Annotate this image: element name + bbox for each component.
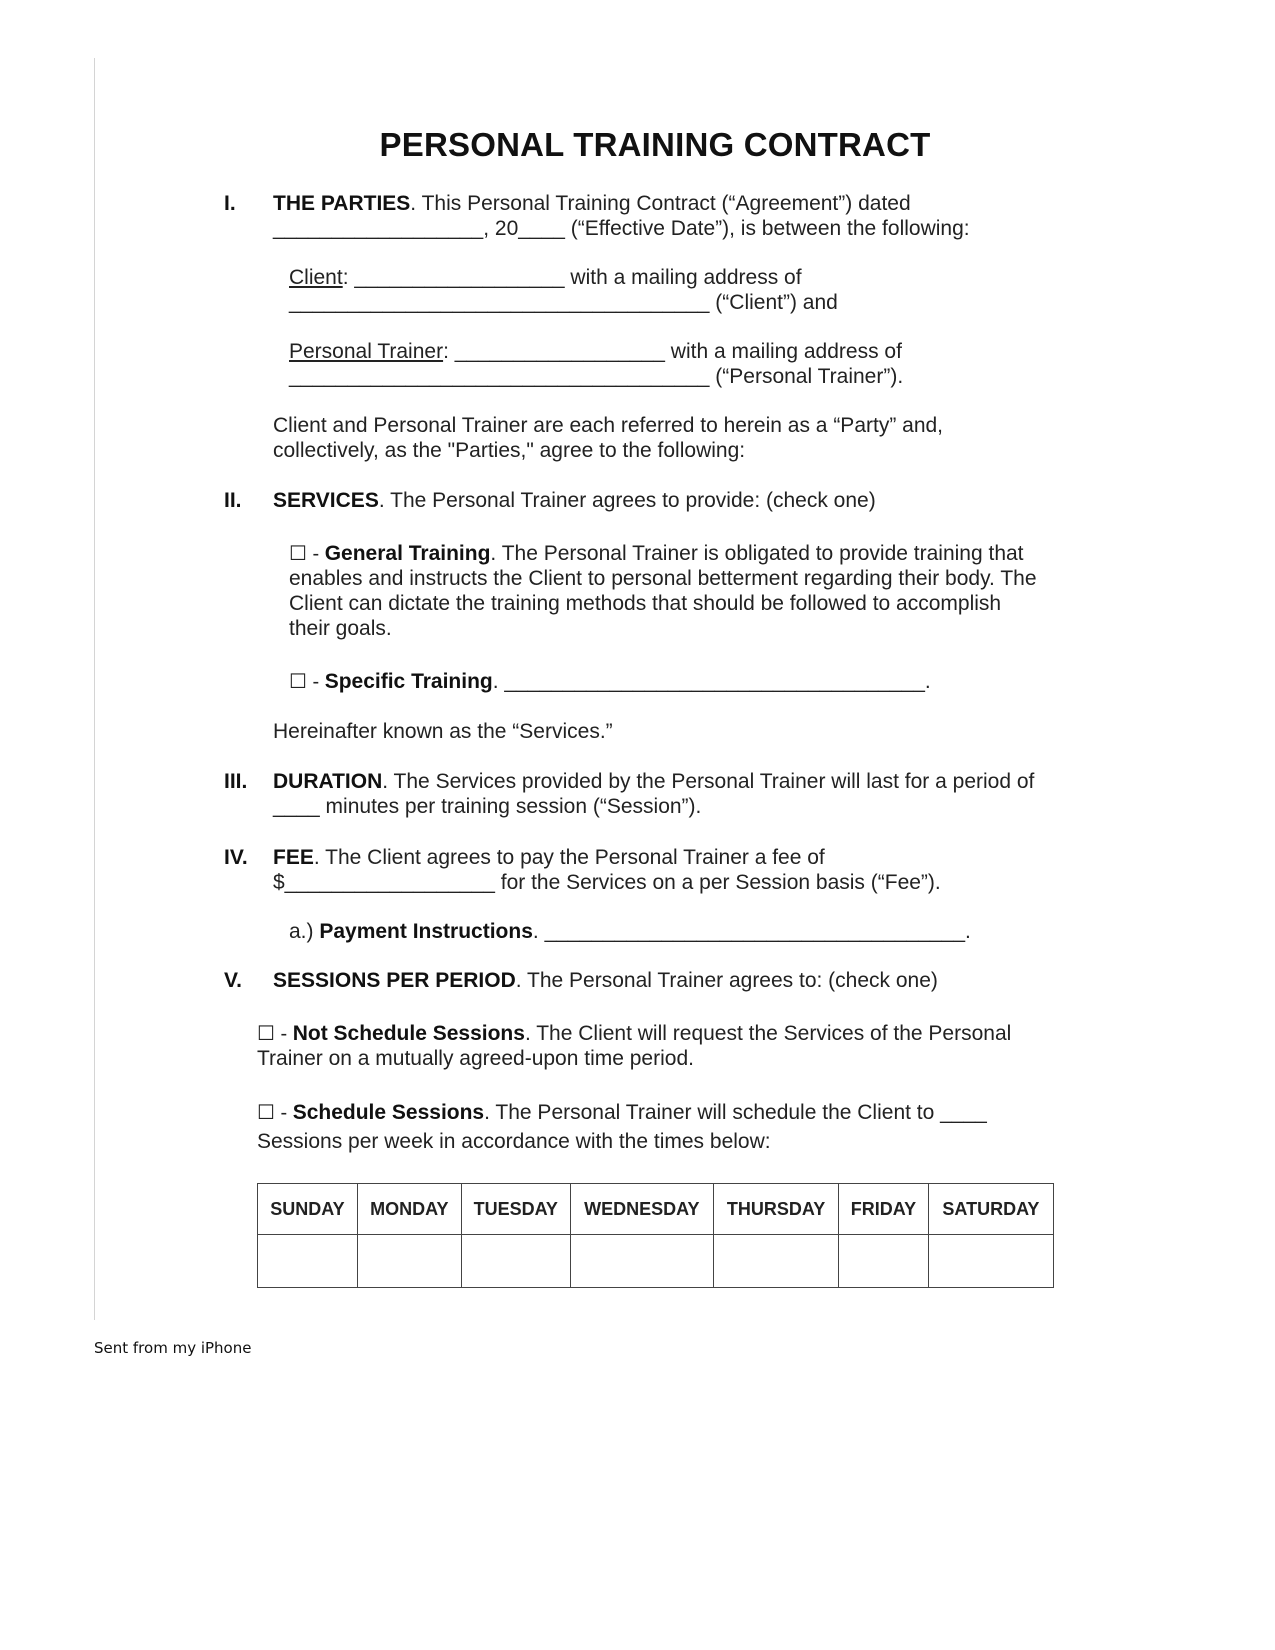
general-training-heading: General Training bbox=[324, 542, 491, 565]
schedule-time-cell[interactable] bbox=[357, 1235, 461, 1288]
schedule-day-header: WEDNESDAY bbox=[570, 1184, 713, 1235]
section-5-number: V. bbox=[224, 969, 242, 992]
section-4-line-2: $__________________ for the Services on a per Session basis (“Fee”). bbox=[273, 871, 941, 894]
section-4-heading: FEE bbox=[273, 846, 314, 869]
general-training-line-2: enables and instructs the Client to personal betterment regarding their body. The bbox=[289, 567, 1037, 590]
client-address-blank: ____________________________________ (“Client”) and bbox=[289, 291, 838, 314]
section-1-text: . This Personal Training Contract (“Agreement”) dated bbox=[410, 192, 911, 215]
schedule-text: . The Personal Trainer will schedule the Client to ____ bbox=[484, 1101, 987, 1124]
section-3-text: . The Services provided by the Personal Trainer will last for a period of bbox=[382, 770, 1035, 793]
not-schedule-line-1 bbox=[257, 1022, 1011, 1046]
trainer-address-blank: ____________________________________ (“Personal Trainer”). bbox=[289, 365, 904, 388]
payment-instructions-prefix: a.) bbox=[289, 920, 320, 943]
schedule-line-1 bbox=[257, 1101, 987, 1125]
section-2-text: . The Personal Trainer agrees to provide: (check one) bbox=[378, 489, 876, 512]
section-3-line-1 bbox=[273, 770, 1034, 794]
parties-closing-1: Client and Personal Trainer are each referred to herein as a “Party” and, bbox=[273, 414, 944, 437]
document-title: PERSONAL TRAINING CONTRACT bbox=[379, 126, 931, 163]
email-signature: Sent from my iPhone bbox=[94, 1339, 252, 1357]
section-5-heading: SESSIONS PER PERIOD bbox=[273, 969, 516, 992]
section-4-text: . The Client agrees to pay the Personal Trainer a fee of bbox=[313, 846, 825, 869]
section-4-line-1 bbox=[273, 846, 825, 870]
general-training-line-3: Client can dictate the training methods that should be followed to accomplish bbox=[289, 592, 1002, 615]
schedule-day-header: THURSDAY bbox=[713, 1184, 838, 1235]
schedule-header-row bbox=[258, 1184, 1054, 1235]
weekly-schedule-table bbox=[257, 1183, 1054, 1288]
section-1-line-1 bbox=[273, 192, 911, 216]
schedule-heading: Schedule Sessions bbox=[292, 1101, 485, 1124]
section-3-number: III. bbox=[224, 770, 248, 793]
section-3-line-2: ____ minutes per training session (“Session”). bbox=[273, 795, 702, 818]
section-1-heading: THE PARTIES bbox=[273, 192, 411, 215]
parties-closing-2: collectively, as the "Parties," agree to the following: bbox=[273, 439, 746, 462]
general-training-text: . The Personal Trainer is obligated to provide training that bbox=[490, 542, 1024, 565]
general-training-line-1 bbox=[289, 542, 1024, 566]
payment-instructions-heading: Payment Instructions bbox=[319, 920, 533, 943]
schedule-time-cell[interactable] bbox=[570, 1235, 713, 1288]
trainer-label: Personal Trainer bbox=[289, 340, 444, 363]
schedule-day-header: MONDAY bbox=[357, 1184, 461, 1235]
trainer-name-blank: : __________________ with a mailing address of bbox=[443, 340, 902, 363]
schedule-day-header: SATURDAY bbox=[928, 1184, 1053, 1235]
section-2-heading: SERVICES bbox=[273, 489, 379, 512]
specific-training-line bbox=[289, 670, 931, 694]
section-3-heading: DURATION bbox=[273, 770, 383, 793]
specific-training-blank: . ____________________________________. bbox=[492, 670, 931, 693]
not-schedule-checkbox[interactable]: ☐ - bbox=[257, 1023, 293, 1045]
section-4-number: IV. bbox=[224, 846, 248, 869]
schedule-day-header: TUESDAY bbox=[461, 1184, 570, 1235]
schedule-checkbox[interactable]: ☐ - bbox=[257, 1102, 293, 1124]
schedule-day-header: FRIDAY bbox=[839, 1184, 929, 1235]
section-5-line bbox=[273, 969, 938, 993]
schedule-time-cell[interactable] bbox=[461, 1235, 570, 1288]
section-2-number: II. bbox=[224, 489, 242, 512]
client-label: Client bbox=[289, 266, 343, 289]
payment-instructions-line bbox=[289, 920, 971, 944]
services-definition: Hereinafter known as the “Services.” bbox=[273, 720, 613, 743]
schedule-day-header: SUNDAY bbox=[258, 1184, 358, 1235]
schedule-time-row bbox=[258, 1235, 1054, 1288]
schedule-time-cell[interactable] bbox=[839, 1235, 929, 1288]
schedule-time-cell[interactable] bbox=[258, 1235, 358, 1288]
schedule-time-cell[interactable] bbox=[928, 1235, 1053, 1288]
section-1-effective-date-line: __________________, 20____ (“Effective Date”), is between the following: bbox=[273, 217, 970, 240]
client-line bbox=[289, 266, 802, 290]
payment-instructions-blank: . ____________________________________. bbox=[532, 920, 971, 943]
specific-training-heading: Specific Training bbox=[324, 670, 493, 693]
client-name-blank: : __________________ with a mailing address of bbox=[342, 266, 802, 289]
section-5-text: . The Personal Trainer agrees to: (check one) bbox=[515, 969, 938, 992]
specific-training-checkbox[interactable]: ☐ - bbox=[289, 671, 325, 693]
trainer-line bbox=[289, 340, 902, 364]
page-left-border bbox=[94, 58, 95, 1320]
not-schedule-line-2: Trainer on a mutually agreed-upon time period. bbox=[257, 1047, 694, 1070]
not-schedule-text: . The Client will request the Services of the Personal bbox=[524, 1022, 1012, 1045]
section-1-number: I. bbox=[224, 192, 236, 215]
general-training-checkbox[interactable]: ☐ - bbox=[289, 543, 325, 565]
not-schedule-heading: Not Schedule Sessions bbox=[292, 1022, 525, 1045]
section-2-line bbox=[273, 489, 876, 513]
schedule-time-cell[interactable] bbox=[713, 1235, 838, 1288]
general-training-line-4: their goals. bbox=[289, 617, 392, 640]
schedule-line-2: Sessions per week in accordance with the times below: bbox=[257, 1130, 771, 1153]
